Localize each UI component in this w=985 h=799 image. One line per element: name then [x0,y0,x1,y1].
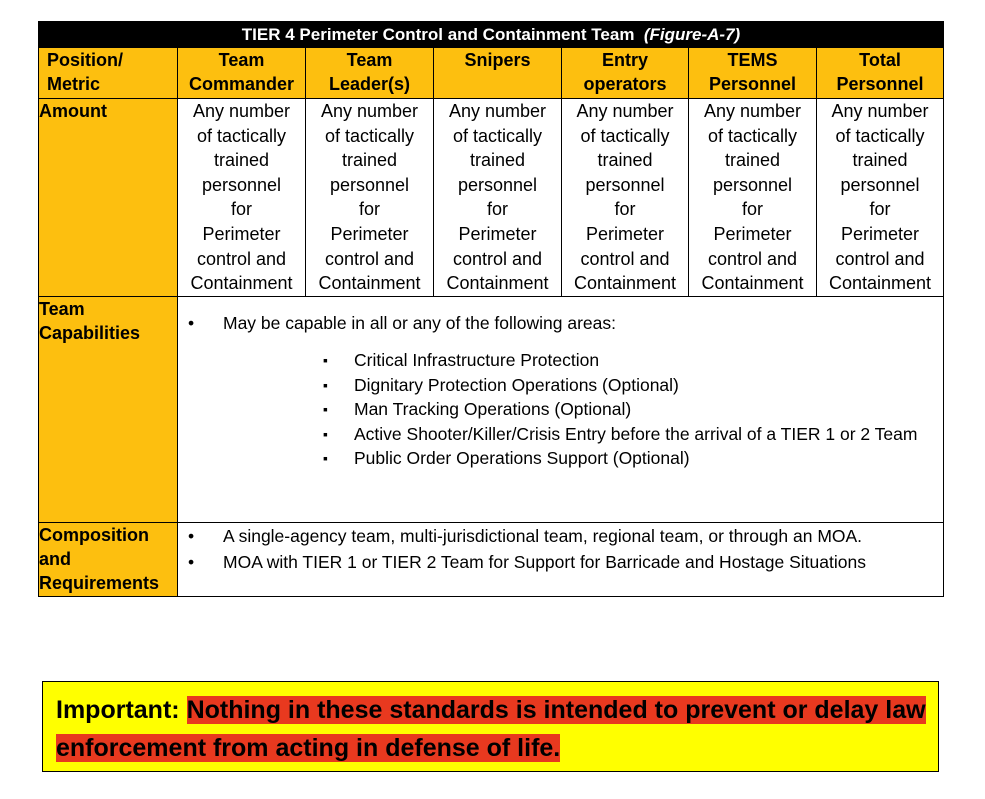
capabilities-list [178,348,943,471]
amount-line: for [230,199,252,220]
square-bullet-icon: ▪ [323,376,328,393]
amount-line: of tactically [580,125,670,146]
amount-line: Any number [831,101,929,121]
list-item: ▪ Active Shooter/Killer/Crisis Entry before the arrival of a TIER 1 or 2 Team [178,422,943,447]
amount-line: trained [724,150,781,171]
capabilities-row [39,296,944,522]
amount-line: personnel [201,174,282,195]
table-title [39,22,944,48]
amount-cell-team-commander [178,99,306,297]
amount-label: Amount [39,99,178,297]
amount-cell-team-leaders [306,99,434,297]
square-bullet-icon: ▪ [323,401,328,418]
amount-line: Any number [192,101,291,121]
amount-line: Perimeter [202,223,281,244]
amount-line: control and [324,248,415,269]
amount-line: control and [452,248,543,269]
bullet-icon: • [188,525,195,546]
tier4-table [38,21,944,597]
list-item: ▪ Man Tracking Operations (Optional) [178,397,943,422]
capabilities-intro: • May be capable in all or any of the following areas: [178,311,943,336]
header-entry-operators: Entry operators [562,48,689,99]
list-item: ▪ Public Order Operations Support (Optional) [178,446,943,471]
bullet-icon: • [188,551,195,572]
amount-line: trained [597,150,653,171]
header-team-commander: Team Commander [178,48,306,99]
square-bullet-icon: ▪ [323,425,328,442]
amount-cell-total-personnel [817,99,944,297]
amount-line: Containment [701,273,804,294]
amount-line: personnel [457,174,538,195]
header-total-personnel: Total Personnel [817,48,944,99]
important-notice [42,681,939,772]
amount-line: control and [580,248,670,269]
capabilities-cell [178,296,944,522]
amount-line: Perimeter [458,223,537,244]
amount-line: Perimeter [330,223,409,244]
amount-line: Perimeter [713,223,792,244]
amount-line: personnel [840,174,920,195]
amount-line: control and [707,248,798,269]
amount-line: Any number [448,101,547,121]
amount-line: Perimeter [840,223,920,244]
amount-line: personnel [329,174,410,195]
square-bullet-icon: ▪ [323,352,328,369]
amount-line: of tactically [835,125,925,146]
amount-line: Any number [576,101,674,121]
figure-ref: (Figure-A-7) [643,25,741,44]
bullet-icon: • [188,312,195,333]
amount-line: Any number [703,101,802,121]
amount-line: trained [213,150,270,171]
amount-cell-entry-operators [562,99,689,297]
amount-cell-snipers [434,99,562,297]
list-item: ▪ Dignitary Protection Operations (Optional) [178,373,943,398]
amount-line: personnel [585,174,665,195]
amount-line: trained [852,150,908,171]
amount-line: Perimeter [585,223,665,244]
capabilities-label: Team Capabilities [39,296,178,522]
amount-line: trained [341,150,398,171]
amount-line: for [486,199,508,220]
composition-cell [178,522,944,596]
list-item: ▪ Critical Infrastructure Protection [178,348,943,373]
header-team-leaders: Team Leader(s) [306,48,434,99]
amount-line: Containment [573,273,677,294]
notice-label: Important: [56,696,180,724]
list-item: • A single-agency team, multi-jurisdictional team, regional team, or through an MOA. [178,523,943,549]
amount-line: personnel [712,174,793,195]
header-tems-personnel: TEMS Personnel [689,48,817,99]
composition-row [39,522,944,596]
amount-line: Containment [828,273,932,294]
header-position-metric: Position/ Metric [39,48,178,99]
amount-line: Containment [190,273,293,294]
amount-line: Any number [320,101,419,121]
amount-line: trained [469,150,526,171]
amount-line: of tactically [324,125,415,146]
amount-line: Containment [446,273,549,294]
composition-label: Composition and Requirements [39,522,178,596]
amount-line: of tactically [452,125,543,146]
amount-line: for [869,199,891,220]
table-title-text: TIER 4 Perimeter Control and Containment Team [241,25,635,44]
amount-line: for [614,199,636,220]
notice-text: Nothing in these standards is intended to prevent or delay law enforcement from acting in defense of life. [56,696,926,762]
amount-row [39,99,944,297]
amount-line: control and [835,248,925,269]
amount-line: for [358,199,380,220]
amount-line: of tactically [707,125,798,146]
amount-line: of tactically [196,125,287,146]
square-bullet-icon: ▪ [323,450,328,467]
amount-line: for [741,199,763,220]
list-item: • MOA with TIER 1 or TIER 2 Team for Support for Barricade and Hostage Situations [178,549,943,575]
amount-line: Containment [318,273,421,294]
amount-cell-tems-personnel [689,99,817,297]
header-row [39,48,944,99]
header-snipers: Snipers [434,48,562,99]
amount-line: control and [196,248,287,269]
